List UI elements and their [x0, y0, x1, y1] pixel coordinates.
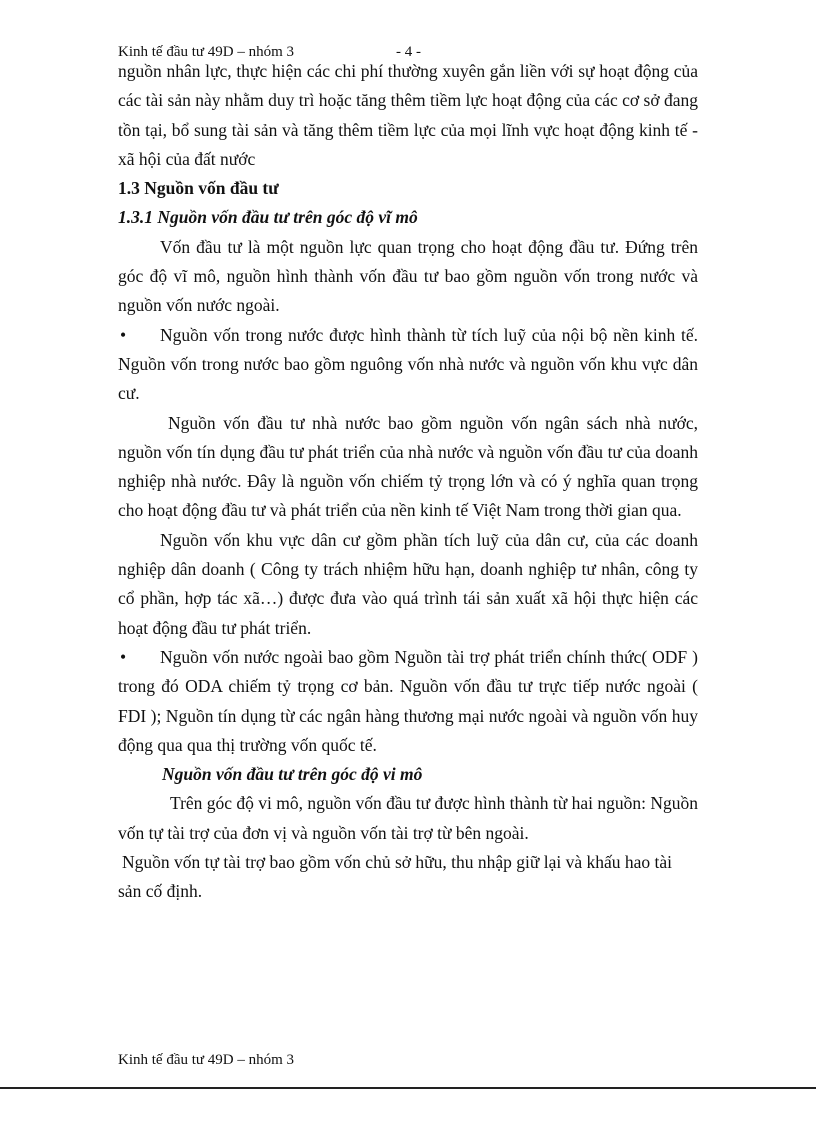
page-footer: Kinh tế đầu tư 49D – nhóm 3 — [118, 1052, 295, 1068]
paragraph-self-financing: Nguồn vốn tự tài trợ bao gồm vốn chủ sở hữu, thu nhập giữ lại và khấu hao tài sản cố định. — [118, 852, 673, 902]
paragraph-vi-mo-intro: Vốn đầu tư là một nguồn lực quan trọng cho hoạt động đầu tư. Đứng trên góc độ vĩ mô, nguồn hình thành vốn đầu tư bao gồm nguồn vốn trong nước và nguồn vốn nước ngoài. — [118, 236, 698, 316]
paragraph-private-capital: Nguồn vốn khu vực dân cư gồm phần tích luỹ của dân cư, của các doanh nghiệp dân doanh ( Công ty trách nhiệm hữu hạn, doanh nghiệp tư nhân, công ty cổ phần, hợp tác xã…) được đưa vào quá trình tái sản xuất xã hội thực hiện các hoạt động đầu tư phát triển. — [118, 529, 698, 638]
subsection-heading-vi-mo: Nguồn vốn đầu tư trên góc độ vi mô — [162, 764, 423, 785]
bullet-item-domestic-capital — [118, 321, 698, 409]
paragraph-continuation: nguồn nhân lực, thực hiện các chi phí thường xuyên gắn liền với sự hoạt động của các tài sản này nhằm duy trì hoặc tăng thêm tiềm lực hoạt động của các cơ sở đang tồn tại, bổ sung tài sản và tăng thêm tiềm lực của mọi lĩnh vực hoạt động kinh tế - xã hội của đất nước — [118, 61, 699, 169]
page-number: - 4 - — [396, 44, 421, 60]
bullet-text: Nguồn vốn trong nước được hình thành từ tích luỹ của nội bộ nền kinh tế. Nguồn vốn trong nước bao gồm nguông vốn nhà nước và nguồn vốn khu vực dân cư. — [118, 324, 698, 404]
section-heading-1-3: 1.3 Nguồn vốn đầu tư — [118, 178, 279, 199]
bullet-icon: • — [120, 646, 127, 667]
paragraph-state-capital: Nguồn vốn đầu tư nhà nước bao gồm nguồn vốn ngân sách nhà nước, nguồn vốn tín dụng đầu tư phát triển của nhà nước và nguồn vốn đầu tư của doanh nghiệp nhà nước. Đây là nguồn vốn chiếm tỷ trọng lớn và có ý nghĩa quan trọng cho hoạt động đầu tư và phát triển của nền kinh tế Việt Nam trong thời gian qua. — [118, 412, 698, 521]
bullet-text: Nguồn vốn nước ngoài bao gồm Nguồn tài trợ phát triển chính thức( ODF ) trong đó ODA chiếm tỷ trọng cơ bản. Nguồn vốn đầu tư trực tiếp nước ngoài ( FDI ); Nguồn tín dụng từ các ngân hàng thương mại nước ngoài và nguồn vốn huy động qua qua thị trường vốn quốc tế. — [118, 646, 698, 755]
subsection-heading-1-3-1: 1.3.1 Nguồn vốn đầu tư trên góc độ vĩ mô — [118, 207, 418, 228]
paragraph-vi-mo-sources: Trên góc độ vi mô, nguồn vốn đầu tư được hình thành từ hai nguồn: Nguồn vốn tự tài trợ của đơn vị và nguồn vốn tài trợ từ bên ngoài. — [118, 793, 698, 843]
header-title: Kinh tế đầu tư 49D – nhóm 3 — [118, 44, 295, 60]
bullet-icon: • — [120, 324, 127, 345]
document-body — [118, 57, 698, 907]
bullet-item-foreign-capital — [118, 643, 698, 760]
footer-rule — [0, 1087, 816, 1089]
